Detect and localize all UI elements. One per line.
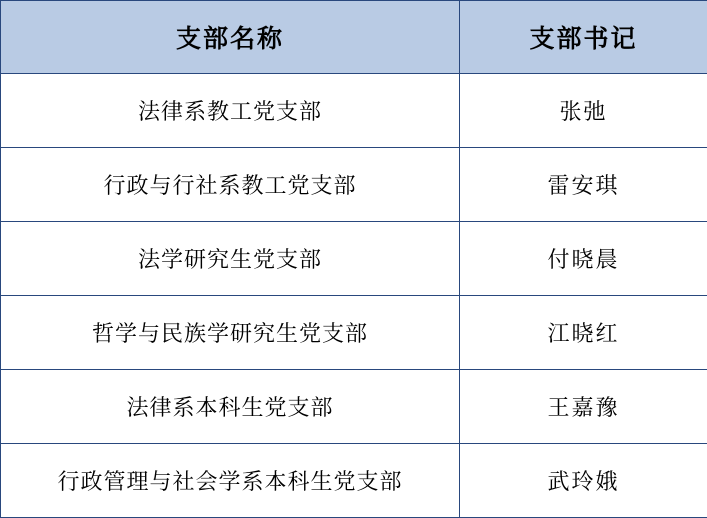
table-row: [1, 444, 707, 518]
cell-branch-secretary: 王嘉豫: [460, 370, 707, 444]
cell-branch-secretary: 江晓红: [460, 296, 707, 370]
cell-branch-secretary: 付晓晨: [460, 222, 707, 296]
cell-branch-name: 哲学与民族学研究生党支部: [1, 296, 460, 370]
table-row: [1, 370, 707, 444]
cell-branch-secretary: 雷安琪: [460, 148, 707, 222]
cell-branch-name: 法律系本科生党支部: [1, 370, 460, 444]
cell-branch-name: 行政管理与社会学系本科生党支部: [1, 444, 460, 518]
table-row: [1, 74, 707, 148]
cell-branch-name: 行政与行社系教工党支部: [1, 148, 460, 222]
cell-branch-secretary: 张弛: [460, 74, 707, 148]
cell-branch-name: 法学研究生党支部: [1, 222, 460, 296]
table-row: [1, 296, 707, 370]
cell-branch-secretary: 武玲娥: [460, 444, 707, 518]
table-body: [1, 74, 707, 518]
cell-branch-name: 法律系教工党支部: [1, 74, 460, 148]
table-header: [1, 1, 707, 74]
column-header-branch-secretary: 支部书记: [460, 1, 707, 74]
table-row: [1, 148, 707, 222]
table-row: [1, 222, 707, 296]
table-header-row: [1, 1, 707, 74]
column-header-branch-name: 支部名称: [1, 1, 460, 74]
